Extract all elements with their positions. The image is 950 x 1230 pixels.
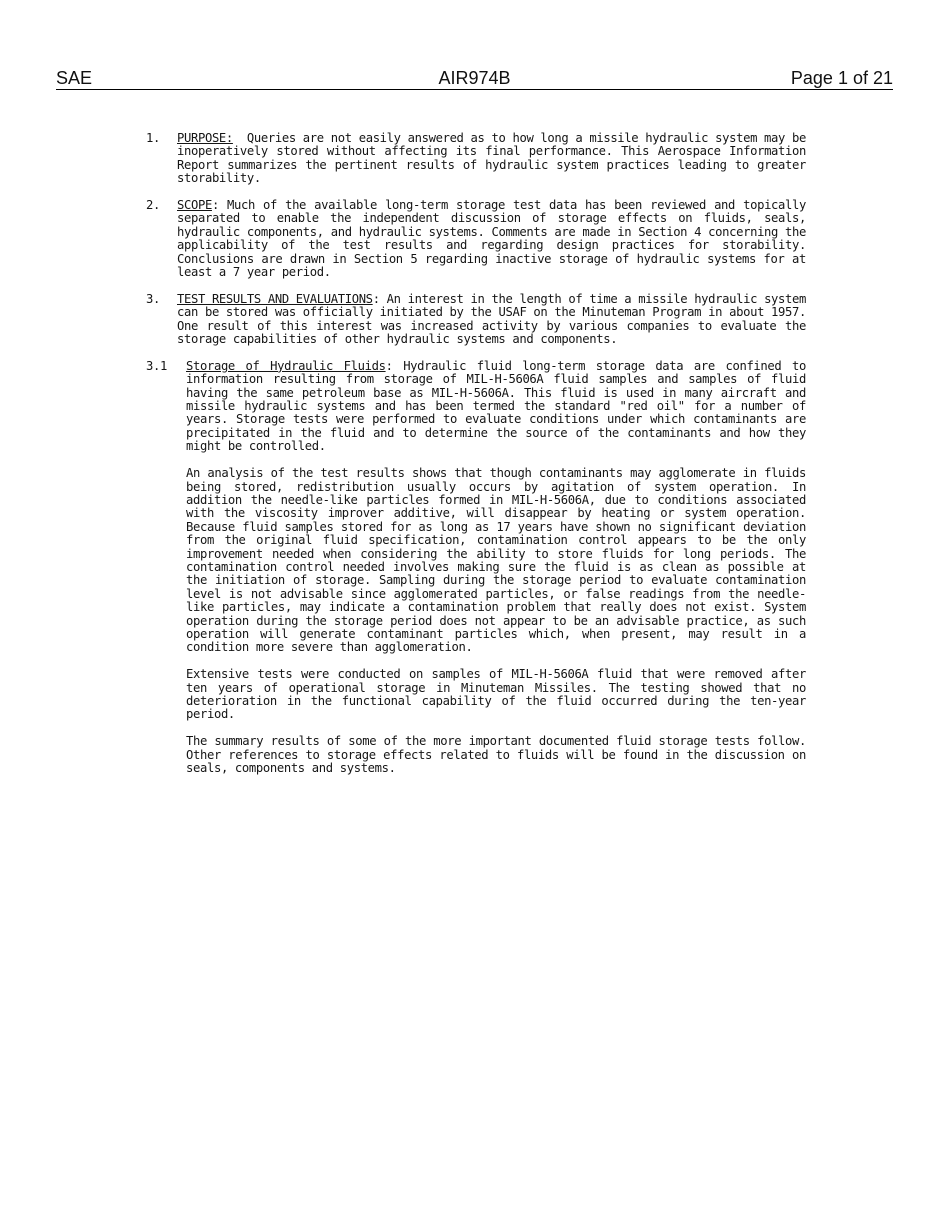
section-text: : An interest in the length of time a missile hydraulic system can be stored was officially initiated by the USAF on the Minuteman Program in about 1957. One result of this interest was increased activity by various companies to evaluate the storage capabilities of other hydraulic systems and components. <box>177 291 806 347</box>
section-paragraph <box>177 132 806 186</box>
page-header <box>56 67 893 90</box>
section-storage-of-hydraulic-fluids <box>146 360 806 776</box>
header-doc-id: AIR974B <box>438 68 511 88</box>
section-heading: SCOPE <box>177 198 212 213</box>
section-heading: PURPOSE: <box>177 131 233 145</box>
summary-paragraph: The summary results of some of the more important documented fluid storage tests follow. Other references to storage effects related to fluids will be found in the discussion on seals, components and systems. <box>186 734 806 775</box>
section-number: 1. <box>146 131 160 145</box>
section-number: 3. <box>146 291 160 306</box>
section-text: : Much of the available long-term storage test data has been reviewed and topically separated to enable the independent discussion of storage effects on fluids, seals, hydraulic components, and hydraulic systems. Comments are made in Section 4 concerning the applicability of the test results and regarding design practices for storability. Conclusions are drawn in Section 5 regarding inactive storage of hydraulic systems for at least a 7 year period. <box>177 198 806 280</box>
section-test-results <box>146 293 806 347</box>
section-paragraph <box>177 293 806 347</box>
section-purpose <box>146 132 806 186</box>
analysis-paragraph: An analysis of the test results shows that though contaminants may agglomerate in fluids being stored, redistribution usually occurs by agitation of system operation. In addition the needle-like particles formed in MIL-H-5606A, due to conditions associated with the viscosity improver additive, will disappear by heating or system operation. Because fluid samples stored for as long as 17 years have shown no significant deviation from the original fluid specification, contamination control appears to be the only improvement needed when considering the ability to store fluids for long periods. The contamination control needed involves making sure the fluid is as clean as possible at the initiation of storage. Sampling during the storage period to evaluate contamination level is not advisable since agglomerated particles, or false readings from the needle-like particles, may indicate a contamination problem that really does not exist. System operation during the storage period does not appear to be an advisable practice, as such operation will generate contaminant particles which, when present, may result in a condition more severe than agglomeration. <box>186 466 806 655</box>
minuteman-tests-paragraph: Extensive tests were conducted on samples of MIL-H-5606A fluid that were removed after ten years of operational storage in Minuteman Missiles. The testing showed that no deterioration in the functional capability of the fluid occurred during the ten-year period. <box>186 667 806 722</box>
section-number: 2. <box>146 198 160 213</box>
header-org: SAE <box>56 68 93 88</box>
section-text: Queries are not easily answered as to how long a missile hydraulic system may be inoperatively stored without affecting its final performance. This Aerospace Information Report summarizes the pertinent results of hydraulic system practices leading to greater storability. <box>177 131 806 186</box>
section-paragraph <box>186 360 806 454</box>
section-heading: TEST RESULTS AND EVALUATIONS <box>177 291 373 306</box>
header-page-number: Page 1 of 21 <box>790 68 893 88</box>
section-number: 3.1 <box>146 358 167 373</box>
section-text: : Hydraulic fluid long-term storage data are confined to information resulting from storage of MIL-H-5606A fluid samples and samples of fluid having the same petroleum base as MIL-H-5606A. This fluid is used in many aircraft and missile hydraulic systems and has been termed the standard "red oil" for a number of years. Storage tests were performed to evaluate conditions under which contaminants are precipitated in the fluid and to determine the source of the contaminants and how they might be controlled. <box>186 358 806 454</box>
section-heading: Storage of Hydraulic Fluids <box>186 358 386 373</box>
section-paragraph <box>177 199 806 279</box>
document-body <box>146 132 806 789</box>
section-scope <box>146 199 806 279</box>
